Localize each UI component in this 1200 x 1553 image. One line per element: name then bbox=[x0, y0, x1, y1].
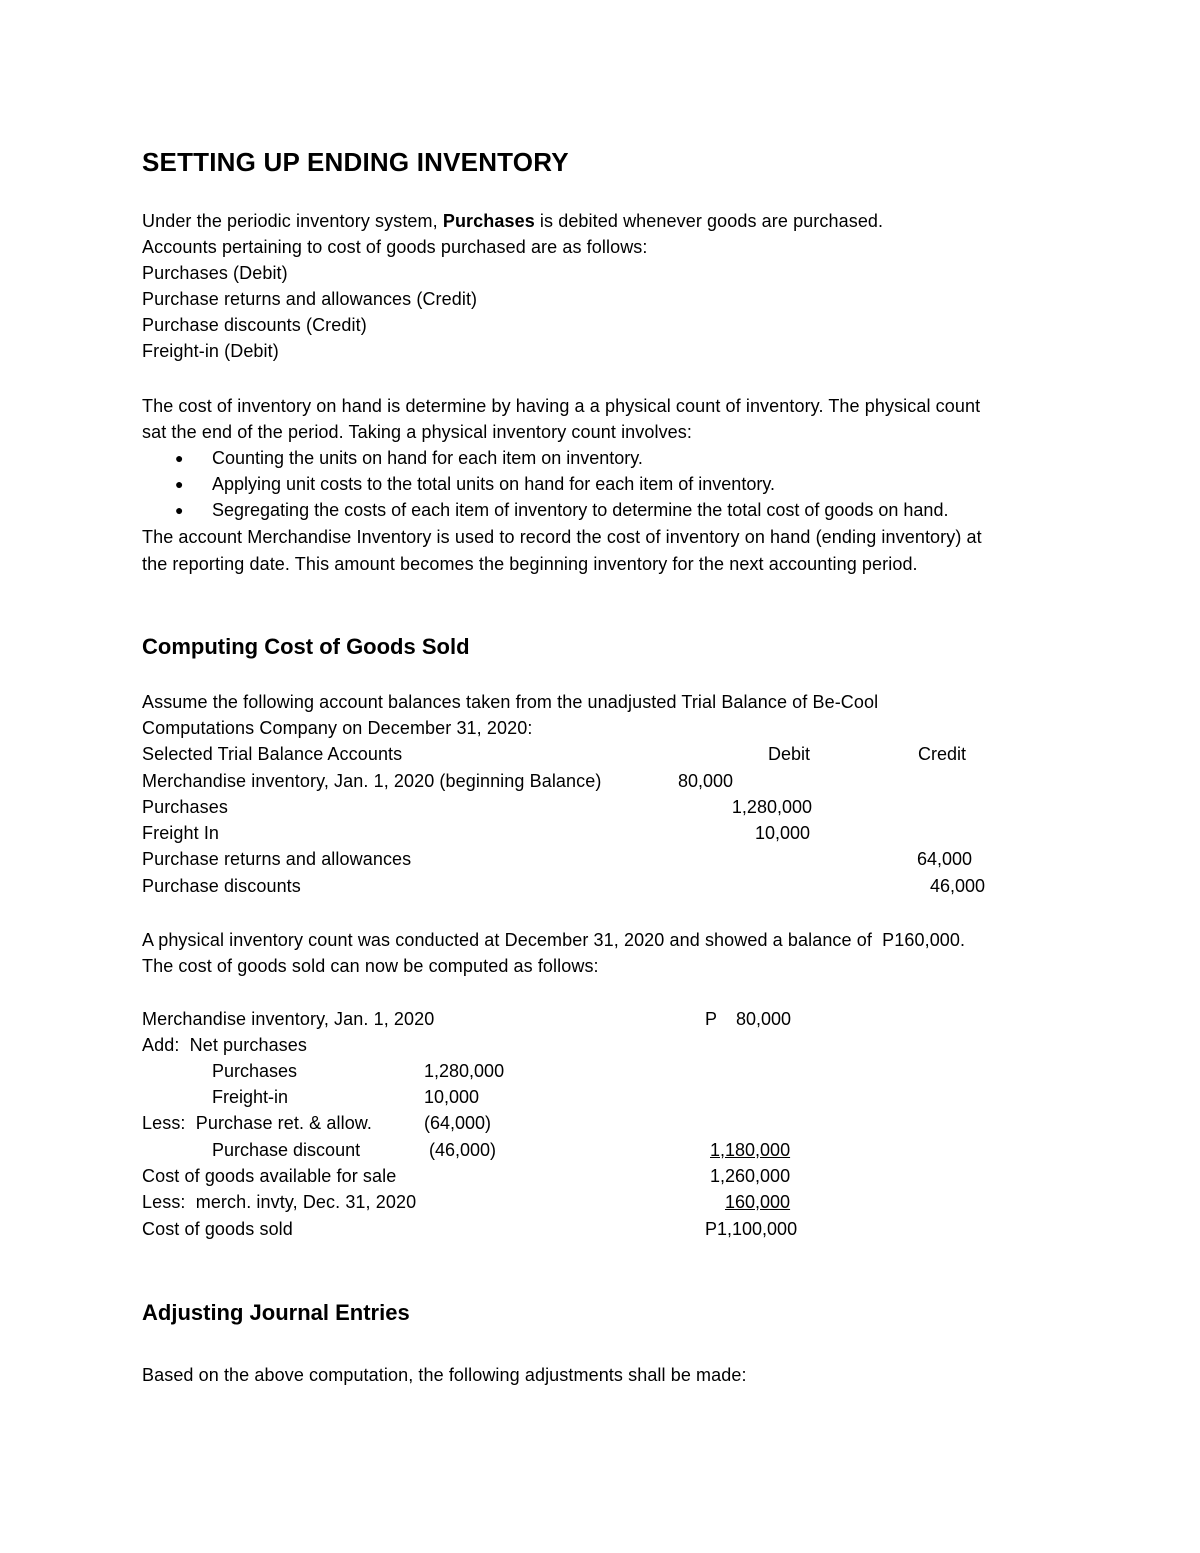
trial-header-debit: Debit bbox=[768, 744, 811, 764]
trial-row-label: Purchase discounts bbox=[142, 876, 301, 896]
cogs-heading: Computing Cost of Goods Sold bbox=[142, 634, 470, 659]
count-line-1: A physical inventory count was conducted at December 31, 2020 and showed a balance of P160,000. bbox=[142, 930, 966, 950]
comp-beg-label: Merchandise inventory, Jan. 1, 2020 bbox=[142, 1009, 435, 1029]
comp-add-label: Add: Net purchases bbox=[142, 1035, 307, 1055]
trial-row-debit: 1,280,000 bbox=[731, 797, 812, 817]
page-title: SETTING UP ENDING INVENTORY bbox=[142, 147, 569, 177]
comp-less-ret-amount: (64,000) bbox=[424, 1113, 492, 1133]
comp-disc-label: Purchase discount bbox=[212, 1140, 361, 1160]
intro-line-1 bbox=[142, 208, 883, 234]
comp-end-amount: 160,000 bbox=[725, 1192, 791, 1212]
physical-line-4: the reporting date. This amount becomes the beginning inventory for the next accounting period. bbox=[142, 554, 918, 574]
trial-header-credit: Credit bbox=[918, 744, 967, 764]
account-item: Purchases (Debit) bbox=[142, 263, 288, 283]
physical-line-1: The cost of inventory on hand is determine by having a a physical count of inventory. The physical count bbox=[142, 396, 981, 416]
trial-line-2: Computations Company on December 31, 2020: bbox=[142, 718, 533, 738]
account-item: Purchase discounts (Credit) bbox=[142, 315, 367, 335]
adj-heading: Adjusting Journal Entries bbox=[142, 1300, 410, 1325]
trial-row-label: Purchase returns and allowances bbox=[142, 849, 412, 869]
bullet-item: Applying unit costs to the total units on hand for each item of inventory. bbox=[212, 474, 775, 494]
trial-row-debit: 80,000 bbox=[678, 771, 734, 791]
bullet-icon: ● bbox=[175, 502, 184, 518]
intro-line-1-pre: Under the periodic inventory system, bbox=[142, 211, 443, 231]
trial-line-1: Assume the following account balances taken from the unadjusted Trial Balance of Be-Cool bbox=[142, 692, 879, 712]
bullet-item: Segregating the costs of each item of inventory to determine the total cost of goods on hand. bbox=[212, 500, 949, 520]
comp-net-purchases: 1,180,000 bbox=[710, 1140, 791, 1160]
account-item: Purchase returns and allowances (Credit) bbox=[142, 289, 478, 309]
comp-disc-amount: (46,000) bbox=[429, 1140, 497, 1160]
trial-row-credit: 64,000 bbox=[917, 849, 973, 869]
physical-line-2: sat the end of the period. Taking a physical inventory count involves: bbox=[142, 422, 692, 442]
trial-row-debit: 10,000 bbox=[754, 823, 810, 843]
comp-freight-label: Freight-in bbox=[212, 1087, 289, 1107]
comp-purchases-amount: 1,280,000 bbox=[424, 1061, 505, 1081]
physical-line-3: The account Merchandise Inventory is used to record the cost of inventory on hand (ending inventory) at bbox=[142, 527, 982, 547]
comp-available-amount: 1,260,000 bbox=[710, 1166, 791, 1186]
bullet-icon: ● bbox=[175, 450, 184, 466]
trial-row-label: Purchases bbox=[142, 797, 228, 817]
comp-available-label: Cost of goods available for sale bbox=[142, 1166, 397, 1186]
comp-purchases-label: Purchases bbox=[212, 1061, 298, 1081]
intro-line-1-post: is debited whenever goods are purchased. bbox=[534, 211, 884, 231]
trial-row-label: Merchandise inventory, Jan. 1, 2020 (beginning Balance) bbox=[142, 771, 602, 791]
comp-beg-amount: 80,000 bbox=[736, 1009, 792, 1029]
comp-beg-p: P bbox=[705, 1009, 718, 1029]
purchases-bold-term: Purchases bbox=[442, 211, 535, 231]
comp-freight-amount: 10,000 bbox=[424, 1087, 480, 1107]
trial-header-label: Selected Trial Balance Accounts bbox=[142, 744, 403, 764]
intro-line-2: Accounts pertaining to cost of goods purchased are as follows: bbox=[142, 237, 648, 257]
count-line-2: The cost of goods sold can now be computed as follows: bbox=[142, 956, 599, 976]
adj-line: Based on the above computation, the following adjustments shall be made: bbox=[142, 1365, 747, 1385]
bullet-icon: ● bbox=[175, 476, 184, 492]
comp-cogs-amount: P1,100,000 bbox=[705, 1219, 798, 1239]
trial-row-credit: 46,000 bbox=[930, 876, 986, 896]
comp-end-label: Less: merch. invty, Dec. 31, 2020 bbox=[142, 1192, 417, 1212]
bullet-item: Counting the units on hand for each item on inventory. bbox=[212, 448, 643, 468]
trial-row-label: Freight In bbox=[142, 823, 220, 843]
account-item: Freight-in (Debit) bbox=[142, 341, 279, 361]
comp-cogs-label: Cost of goods sold bbox=[142, 1219, 293, 1239]
comp-less-ret-label: Less: Purchase ret. & allow. bbox=[142, 1113, 373, 1133]
